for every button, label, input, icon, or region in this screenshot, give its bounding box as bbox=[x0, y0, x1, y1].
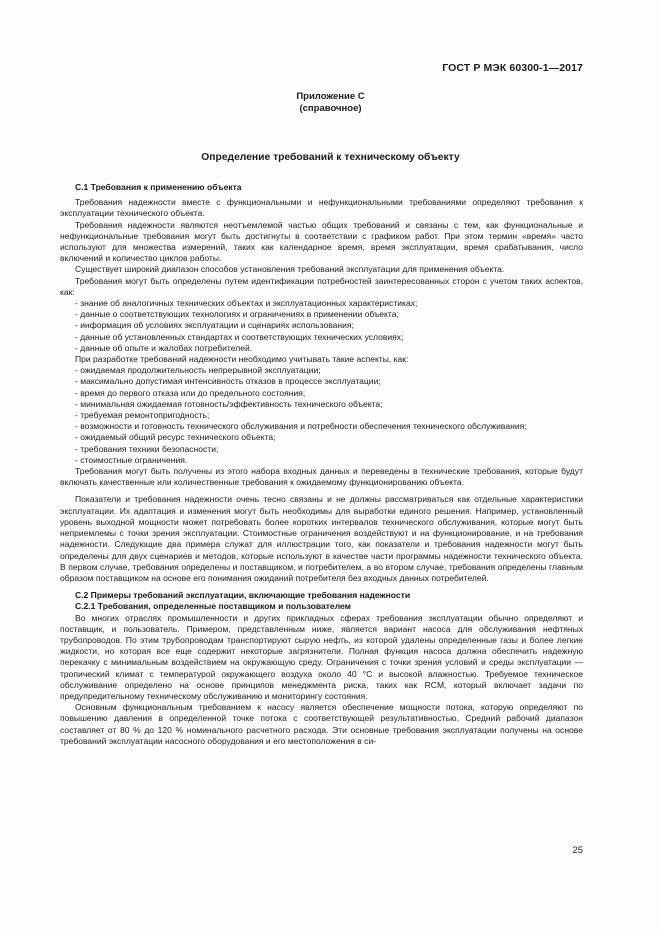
paragraph: Основным функциональным требованием к насосу является обеспечение мощности потока, которую определяют по повышению давления в определенной точке потока с соответствующей результативностью. Средний рабочий диапазон составляет от 80 % до 120 % номинального расчетного расхода. Эти основные требования эксплуатации получены на основе требований эксплуатации насосного оборудования и его местоположения в си- bbox=[60, 702, 583, 746]
list-item: - ожидаемый общий ресурс технического объекта; bbox=[60, 432, 583, 443]
list-item: - стоимостные ограничения. bbox=[60, 455, 583, 466]
list-item: - данные о соответствующих технологиях и ограничениях в применении объекта; bbox=[60, 309, 583, 320]
paragraph: Показатели и требования надежности очень тесно связаны и не должны рассматриваться как отдельные характеристики эксплуатации. Их адаптация и изменения могут быть необходимы для выработки единого решения. Например, установленный уровень выходной мощности может потребовать более коротких интервалов технического обслуживания, которые могут быть неприемлемы с точки зрения эксплуатации. Стоимостные ограничения воздействуют и на функционирование, и на требования надежности. Следующие два примера служат для иллюстрации того, как показатели и требования надежности могут быть определены для двух сценариев и методов, которые используют в качестве части программы надежности технического объекта. В первом случае, требования определены и поставщиком, и потребителем, а во втором случае, требования определены главным образом поставщиком на основе его понимания ожиданий потребителя без входных данных потребителей. bbox=[60, 494, 583, 583]
page-number: 25 bbox=[572, 845, 583, 856]
list-item: - данные об установленных стандартах и соответствующих технических условиях; bbox=[60, 332, 583, 343]
paragraph: Требования надежности являются неотъемлемой частью общих требований и связаны с тем, как функциональные и нефункциональные требования могут быть достигнуты в соответствии с графиком работ. При этом термин «время» часто используют для множества измерений, таких как календарное время, время эксплуатации, время срабатывания, число включений и количество циклов работы. bbox=[60, 219, 583, 264]
annex-title: Приложение С bbox=[296, 91, 365, 102]
paragraph: При разработке требований надежности необходимо учитывать такие аспекты, как: bbox=[75, 354, 409, 365]
list-item: - информация об условиях эксплуатации и сценариях использования; bbox=[60, 320, 583, 331]
list-item: - минимальная ожидаемая готовность/эффективность технического объекта; bbox=[60, 399, 583, 410]
main-title: Определение требований к техническому объекту bbox=[201, 152, 460, 163]
list-item: - знание об аналогичных технических объектах и эксплуатационных характеристиках; bbox=[60, 298, 583, 309]
annex-subtitle: (справочное) bbox=[299, 103, 362, 114]
paragraph: Требования надежности вместе с функциональными и нефункциональными требованиями определяют требования к эксплуатации технического объекта. bbox=[60, 197, 583, 219]
section-c2-title: С.2 Примеры требований эксплуатации, включающие требования надежности bbox=[75, 590, 411, 601]
list-item: - данные об опыте и жалобах потребителей. bbox=[60, 343, 583, 354]
standard-code: ГОСТ Р МЭК 60300-1—2017 bbox=[442, 62, 583, 74]
paragraph: Требования могут быть определены путем идентификации потребностей заинтересованных сторон с учетом таких аспектов, как: bbox=[60, 275, 583, 297]
paragraph: Требования могут быть получены из этого набора входных данных и переведены в технические требования, которые будут включать качественные или количественные требования к ожидаемому функционированию объекта. bbox=[60, 466, 583, 488]
list-item: - время до первого отказа или до предельного состояния; bbox=[60, 388, 583, 399]
list-item: - ожидаемая продолжительность непрерывной эксплуатации; bbox=[60, 365, 583, 376]
list-item: - максимально допустимая интенсивность отказов в процессе эксплуатации; bbox=[60, 376, 583, 387]
section-c1-title: С.1 Требования к применению объекта bbox=[75, 182, 242, 192]
paragraph: Существует широкий диапазон способов установления требований эксплуатации для применения объекта. bbox=[75, 264, 505, 275]
section-c21-title: С.2.1 Требования, определенные поставщиком и пользователем bbox=[75, 601, 351, 612]
list-item: - требования техники безопасности; bbox=[60, 444, 583, 455]
list-item: - возможности и готовность технического обслуживания и потребности обеспечения технического обслуживания; bbox=[60, 421, 583, 432]
annex-heading bbox=[0, 91, 661, 115]
paragraph: Во многих отраслях промышленности и других прикладных сферах требования эксплуатации обычно определяют и поставщик, и пользователь. Примером, представленным ниже, является вариант насоса для обслуживания нефтяных трубопроводов. По этим трубопроводам транспортируют сырую нефть, из которой удалены определенные газы и более легкие жидкости, но которая все еще содержит некоторые загрязнители. Полная функция насоса должна обеспечить надежную перекачку с минимальным воздействием на окружающую среду. Ограничения с точки зрения условий и среды эксплуатации — тропический климат с температурой окружающего воздуха около 40 °С и высокой влажностью. Требуемое техническое обслуживание определено на основе принципов менеджмента риска, таких как RCM, который включает задачи по предупредительному техническому обслуживанию и мониторингу состояния. bbox=[60, 612, 583, 701]
document-body bbox=[60, 182, 583, 747]
list-item: - требуемая ремонтопригодность; bbox=[60, 410, 583, 421]
